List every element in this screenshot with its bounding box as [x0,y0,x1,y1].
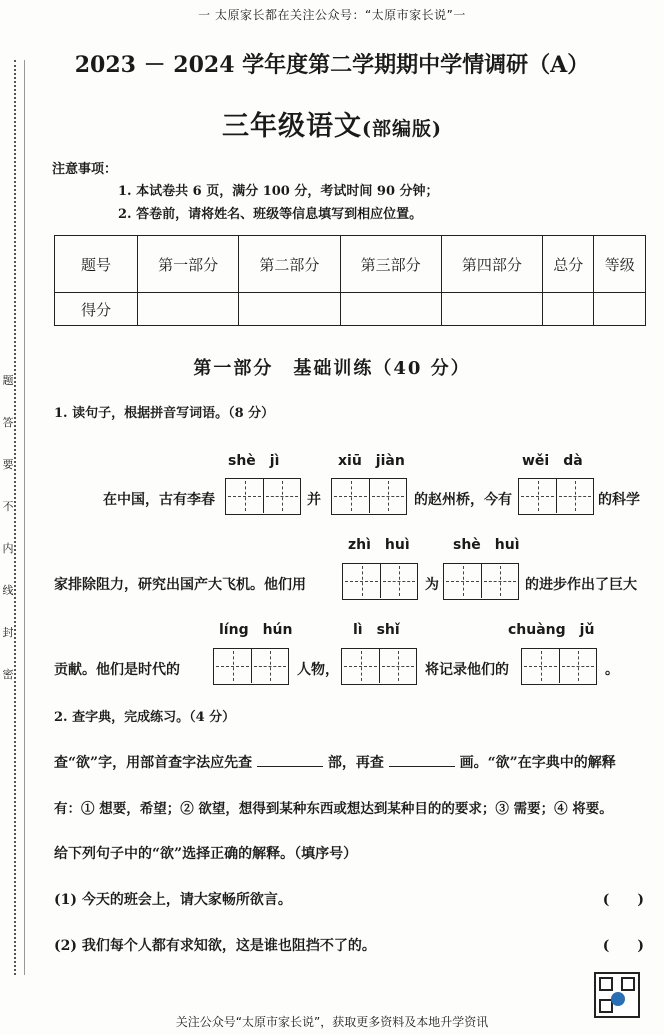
tianzige-zhihui[interactable] [342,563,418,600]
tianzige-shehui[interactable] [443,563,519,600]
score-input-cell[interactable] [543,293,594,326]
q2-text: 画。“欲”在字典中的解释 [459,755,616,771]
score-table-header-row [55,236,646,293]
pinyin-sheji: shè jì [228,453,280,469]
binding-solid-line [24,60,25,975]
q1-text: 的赵州桥，今有 [414,492,512,508]
q1-text: 将记录他们的 [425,662,509,678]
pinyin-weida: wěi dà [522,453,583,469]
q1-text: 在中国，古有李春 [103,492,215,508]
question-2-title: 2. 查字典，完成练习。（4 分） [54,710,236,725]
q1-text: 的科学 [598,492,640,508]
score-input-cell[interactable] [340,293,441,326]
q2-line-1 [54,752,616,772]
pinyin-shehui: shè huì [453,537,520,553]
binding-margin-text [2,370,14,686]
pinyin-zhihui: zhì huì [348,537,410,553]
pinyin-lishi: lì shǐ [353,622,400,638]
score-table-score-row [55,293,646,326]
margin-char: 内 [2,542,14,555]
q1-text: 家排除阻力，研究出国产大飞机。他们用 [54,577,306,593]
pinyin-linghun: líng hún [219,622,293,638]
edition: (部编版) [362,118,442,140]
margin-char: 题 [2,374,14,387]
q2-instruction: 给下列句子中的“欲”选择正确的解释。（填序号） [54,846,358,862]
notice-item: 2. 答卷前，请将姓名、班级等信息填写到相应位置。 [118,207,423,222]
q2-text: 查“欲”字，用部首查字法应先查 [54,755,253,771]
q1-text: 。 [605,662,619,678]
margin-char: 答 [2,416,14,429]
notice-heading: 注意事项： [52,162,118,177]
score-header-cell: 第二部分 [239,236,340,293]
exam-title: 2023 － 2024 学年度第二学期期中学情调研（A） [74,52,590,78]
answer-paren-2[interactable]: ( ) [602,938,644,954]
qr-code [594,972,640,1018]
score-input-cell[interactable] [239,293,340,326]
score-header-cell: 等级 [594,236,646,293]
pinyin-xiujian: xiū jiàn [338,453,405,469]
score-table [54,235,646,326]
question-1-title: 1. 读句子，根据拼音写词语。（8 分） [54,406,275,421]
margin-char: 线 [2,584,14,597]
q1-text: 并 [307,492,321,508]
binding-dotted-line [14,60,16,975]
score-header-cell: 题号 [55,236,138,293]
radical-blank[interactable] [257,754,323,767]
margin-char: 密 [2,668,14,681]
section-title: 第一部分 基础训练（40 分） [193,358,471,379]
score-input-cell[interactable] [594,293,646,326]
answer-paren-1[interactable]: ( ) [602,892,644,908]
tianzige-linghun[interactable] [213,648,289,685]
pinyin-chuangju: chuàng jǔ [508,622,595,638]
tianzige-lishi[interactable] [341,648,417,685]
score-header-cell: 总分 [543,236,594,293]
score-input-cell[interactable] [441,293,542,326]
tianzige-xiujian[interactable] [331,478,407,515]
q1-text: 贡献。他们是时代的 [54,662,180,678]
q2-sentence-2: (2) 我们每个人都有求知欲，这是谁也阻挡不了的。 [54,938,376,954]
q2-text: 部，再查 [327,755,384,771]
bottom-banner: 关注公众号“太原市家长说”，获取更多资料及本地升学资讯 [175,1015,489,1029]
notice-item: 1. 本试卷共 6 页，满分 100 分，考试时间 90 分钟； [118,184,439,199]
score-header-cell: 第四部分 [441,236,542,293]
q1-text: 人物， [297,662,339,678]
stroke-count-blank[interactable] [389,754,455,767]
score-header-cell: 第一部分 [138,236,239,293]
score-input-cell[interactable] [138,293,239,326]
score-header-cell: 第三部分 [340,236,441,293]
tianzige-sheji[interactable] [225,478,301,515]
tianzige-weida[interactable] [518,478,594,515]
score-row-label: 得分 [55,293,138,326]
q1-text: 的进步作出了巨大 [525,577,637,593]
q1-text: 为 [425,577,439,593]
q2-sentence-1: (1) 今天的班会上，请大家畅所欲言。 [54,892,292,908]
q2-definitions: 有：① 想要，希望；② 欲望，想得到某种东西或想达到某种目的的要求；③ 需要；④ 将要。 [54,801,613,817]
subject-name: 三年级语文 [222,111,362,142]
top-banner: 一 太原家长都在关注公众号：“太原市家长说”一 [198,8,466,22]
margin-char: 要 [2,458,14,471]
margin-char: 不 [2,500,14,513]
tianzige-chuangju[interactable] [521,648,597,685]
exam-subject [0,104,664,143]
margin-char: 封 [2,626,14,639]
